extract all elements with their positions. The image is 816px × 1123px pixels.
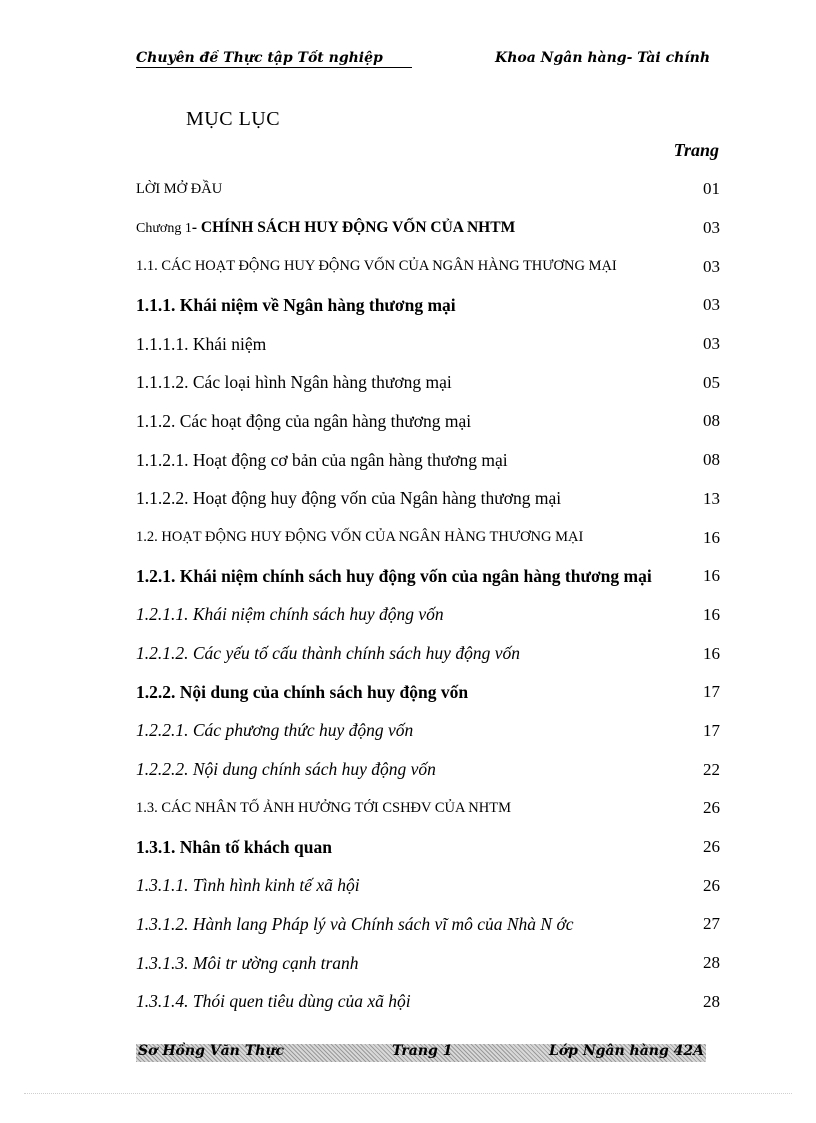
toc-entry-page: 28: [703, 953, 720, 973]
toc-entry-page: 03: [703, 295, 720, 315]
toc-entry-page: 03: [703, 334, 720, 354]
toc-entry-page: 08: [703, 450, 720, 470]
toc-entry-label: 1.2.2. Nội dung của chính sách huy động vốn: [136, 681, 469, 702]
toc-entry-label: 1.3.1.2. Hành lang Pháp lý và Chính sách vĩ mô của Nhà N ớc: [136, 913, 574, 934]
toc-entry-page: 13: [703, 488, 720, 508]
toc-entry[interactable]: [136, 712, 720, 751]
toc-entry[interactable]: [136, 944, 720, 983]
toc-entry-page: 03: [703, 256, 720, 276]
toc-entry[interactable]: [136, 982, 720, 1021]
toc-entry-label: 1.2.1.1. Khái niệm chính sách huy động vốn: [136, 604, 444, 625]
toc-entry-label: 1.1.2. Các hoạt động của ngân hàng thương mại: [136, 410, 472, 431]
toc-entry-label: 1.2.2.2. Nội dung chính sách huy động vốn: [136, 759, 436, 780]
toc-entry-label: 1.3. CÁC NHÂN TỐ ẢNH HƯỞNG TỚI CSHĐV CỦA NHTM: [136, 799, 511, 816]
toc-entry-page: 16: [703, 566, 720, 586]
header-right-text: Khoa Ngân hàng- Tài chính: [495, 50, 710, 66]
toc-entry-page: 16: [703, 604, 720, 624]
toc-entry-label: 1.1.1.1. Khái niệm: [136, 333, 267, 354]
toc-entry-page: 01: [703, 179, 720, 199]
toc-entry-page: 22: [703, 759, 720, 779]
toc-entry-label: 1.1. CÁC HOẠT ĐỘNG HUY ĐỘNG VỐN CỦA NGÂN HÀNG THƯƠNG MẠI: [136, 258, 617, 275]
toc-entry-page: 26: [703, 875, 720, 895]
page-column-label: Trang: [673, 140, 719, 160]
table-of-contents: [136, 170, 720, 1021]
toc-entry-page: 16: [703, 643, 720, 663]
toc-entry[interactable]: [136, 634, 720, 673]
toc-entry[interactable]: [136, 596, 720, 635]
toc-entry-page: 28: [703, 991, 720, 1011]
toc-entry-page: 27: [703, 914, 720, 934]
footer-class: Lớp Ngân hàng 42A: [549, 1043, 704, 1059]
toc-entry-label: 1.2. HOẠT ĐỘNG HUY ĐỘNG VỐN CỦA NGÂN HÀNG THƯƠNG MẠI: [136, 529, 584, 546]
footer-page-number: Trang 1: [392, 1043, 453, 1059]
toc-title: MỤC LỤC: [186, 108, 281, 130]
toc-entry[interactable]: [136, 247, 720, 286]
toc-entry[interactable]: [136, 866, 720, 905]
page-bottom-rule: [24, 1093, 792, 1094]
toc-entry[interactable]: [136, 402, 720, 441]
toc-entry-page: 03: [703, 218, 720, 238]
toc-entry-page: 08: [703, 411, 720, 431]
toc-entry-label: LỜI MỞ ĐẦU: [136, 180, 223, 197]
toc-entry-label: 1.1.1.2. Các loại hình Ngân hàng thương mại: [136, 372, 452, 393]
toc-entry-page: 26: [703, 837, 720, 857]
toc-entry[interactable]: [136, 905, 720, 944]
toc-entry[interactable]: [136, 789, 720, 828]
page-header: [136, 50, 710, 72]
toc-entry[interactable]: [136, 828, 720, 867]
toc-entry-page: 17: [703, 720, 720, 740]
toc-entry[interactable]: [136, 557, 720, 596]
toc-chapter-prefix: Chương 1: [136, 221, 192, 237]
toc-entry-label: 1.3.1. Nhân tố khách quan: [136, 836, 332, 857]
header-left-text: Chuyên đề Thực tập Tốt nghiệp: [136, 50, 412, 68]
toc-entry[interactable]: [136, 363, 720, 402]
page-footer: [136, 1044, 706, 1062]
toc-entry-page: 26: [703, 798, 720, 818]
toc-entry[interactable]: [136, 209, 720, 248]
toc-entry[interactable]: [136, 286, 720, 325]
toc-entry-label: 1.1.2.2. Hoạt động huy động vốn của Ngân hàng thương mại: [136, 488, 562, 509]
toc-entry[interactable]: [136, 170, 720, 209]
toc-entry[interactable]: [136, 441, 720, 480]
toc-entry-label: 1.1.1. Khái niệm về Ngân hàng thương mại: [136, 294, 456, 315]
toc-entry-label: 1.3.1.3. Môi tr ường cạnh tranh: [136, 952, 359, 973]
toc-entry-label: 1.2.2.1. Các phương thức huy động vốn: [136, 720, 414, 741]
toc-entry-page: 05: [703, 372, 720, 392]
toc-entry[interactable]: [136, 750, 720, 789]
toc-entry-page: 16: [703, 527, 720, 547]
toc-entry-label: 1.2.1.2. Các yếu tố cấu thành chính sách huy động vốn: [136, 643, 520, 664]
toc-entry-page: 17: [703, 682, 720, 702]
toc-entry-label: [136, 219, 515, 237]
footer-author: Sơ Hồng Văn Thực: [138, 1043, 285, 1059]
toc-entry[interactable]: [136, 325, 720, 364]
toc-chapter-title: - CHÍNH SÁCH HUY ĐỘNG VỐN CỦA NHTM: [191, 219, 516, 237]
toc-entry-label: 1.3.1.1. Tình hình kinh tế xã hội: [136, 875, 360, 896]
toc-entry[interactable]: [136, 480, 720, 519]
toc-entry[interactable]: [136, 673, 720, 712]
toc-entry-label: 1.2.1. Khái niệm chính sách huy động vốn của ngân hàng thương mại: [136, 565, 652, 586]
toc-entry-label: 1.1.2.1. Hoạt động cơ bản của ngân hàng thương mại: [136, 449, 508, 470]
toc-entry[interactable]: [136, 518, 720, 557]
toc-entry-label: 1.3.1.4. Thói quen tiêu dùng của xã hội: [136, 991, 411, 1012]
